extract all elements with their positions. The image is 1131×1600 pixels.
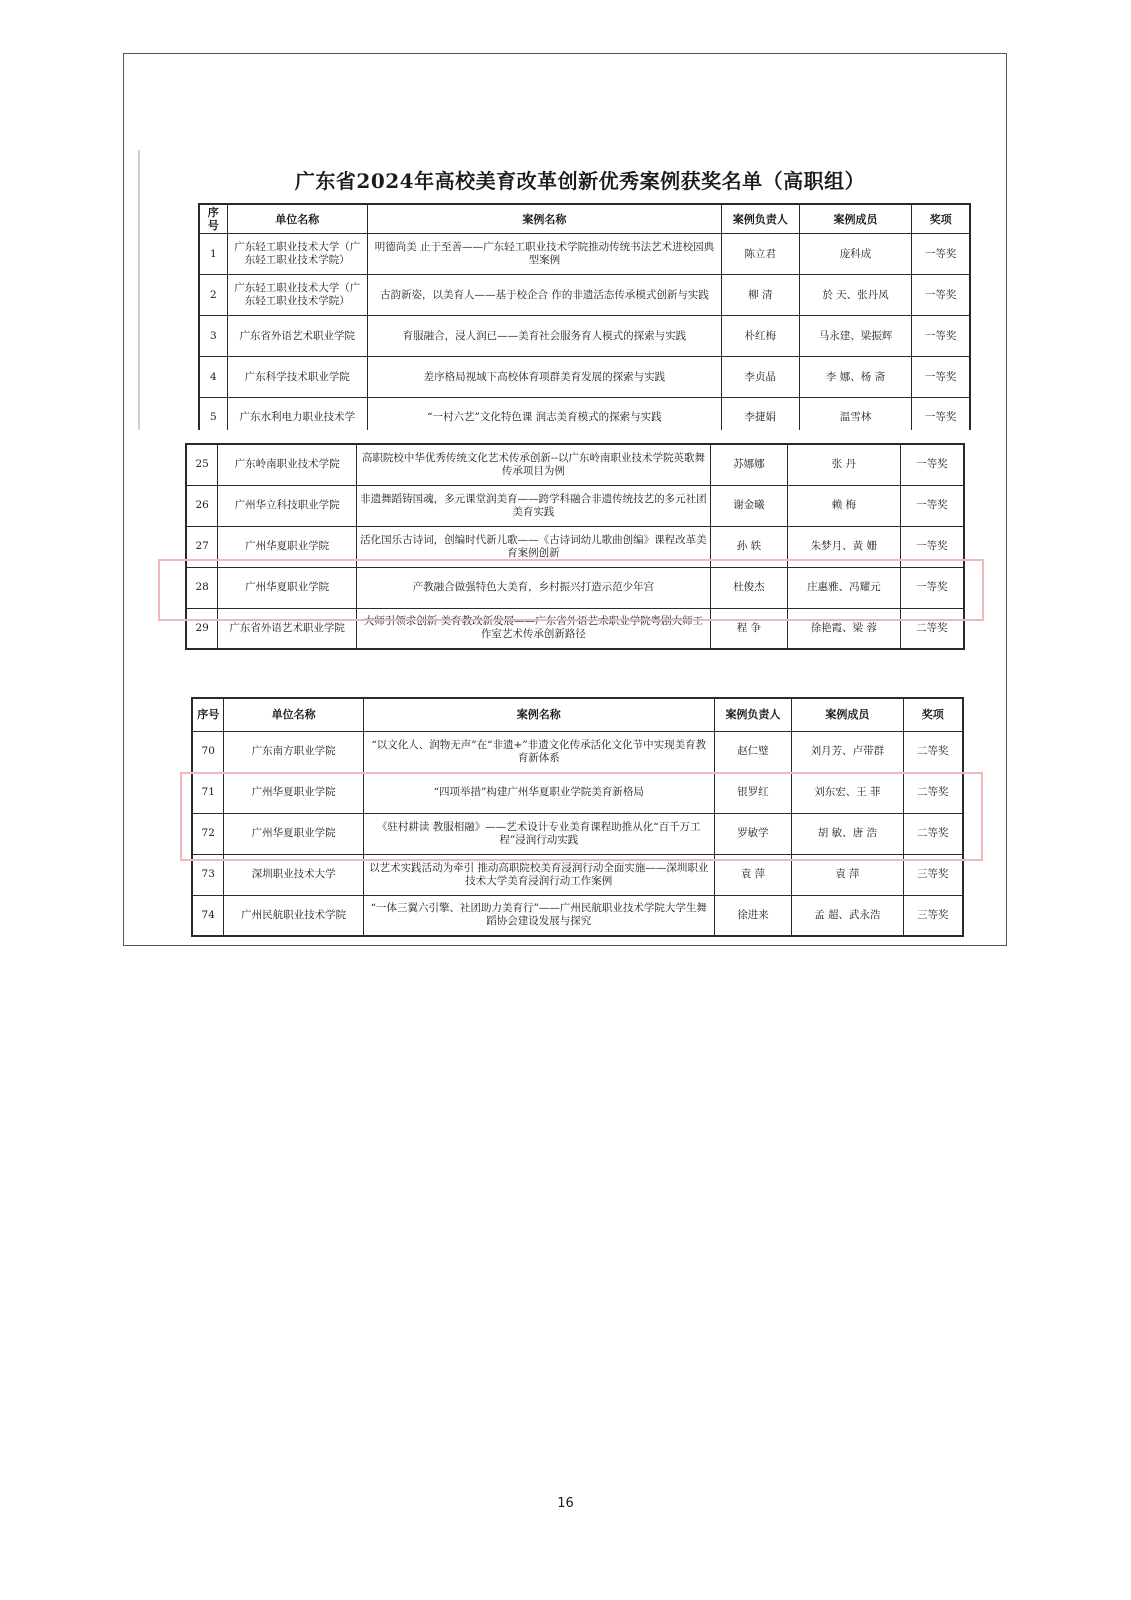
cell-award: 二等奖 <box>903 731 963 772</box>
cell-no: 2 <box>199 275 227 316</box>
cell-unit: 广州民航职业技术学院 <box>224 895 363 936</box>
cell-award: 二等奖 <box>903 772 963 813</box>
cell-case: 明德尚美 止于至善——广东轻工职业技术学院推动传统书法艺术进校园典型案例 <box>368 234 722 275</box>
cell-leader: 李贞晶 <box>721 357 799 398</box>
cell-case: 非遗舞蹈铸国魂，多元课堂润美育——跨学科融合非遗传统技艺的多元社团美育实践 <box>356 485 710 526</box>
cell-leader: 银罗红 <box>714 772 791 813</box>
cell-award: 一等奖 <box>912 275 970 316</box>
cell-members: 庄惠雅、冯耀元 <box>787 567 900 608</box>
table-row <box>199 357 970 398</box>
cell-case: 以艺术实践活动为牵引 推动高职院校美育浸润行动全面实施——深圳职业技术大学美育浸润行动工作案例 <box>363 854 714 895</box>
cell-members: 孟 超、武永浩 <box>792 895 903 936</box>
table-row <box>186 567 964 608</box>
cell-no: 28 <box>186 567 218 608</box>
cell-award: 三等奖 <box>903 854 963 895</box>
cell-unit: 广州华夏职业学院 <box>224 772 363 813</box>
table-row <box>192 813 963 854</box>
table-row <box>199 316 970 357</box>
cell-members: 刘东宏、王 菲 <box>792 772 903 813</box>
cell-members: 李 娜、杨 斋 <box>799 357 911 398</box>
header-case: 案例名称 <box>368 204 722 234</box>
header-case: 案例名称 <box>363 698 714 731</box>
awards-table-middle <box>185 443 965 650</box>
cell-no: 73 <box>192 854 224 895</box>
table-row <box>186 608 964 649</box>
header-no: 序号 <box>192 698 224 731</box>
document-title: 广东省2024年高校美育改革创新优秀案例获奖名单（高职组） <box>294 169 866 193</box>
cell-leader: 程 争 <box>710 608 787 649</box>
cell-no: 26 <box>186 485 218 526</box>
cell-leader: 谢金曦 <box>710 485 787 526</box>
cell-unit: 广东科学技术职业学院 <box>227 357 367 398</box>
cell-award: 三等奖 <box>903 895 963 936</box>
cell-members: 张 丹 <box>787 444 900 485</box>
header-unit: 单位名称 <box>227 204 367 234</box>
cell-award: 一等奖 <box>900 485 964 526</box>
table-row <box>199 398 970 431</box>
cell-no: 71 <box>192 772 224 813</box>
table-row <box>192 895 963 936</box>
cell-members: 马永建、梁振辉 <box>799 316 911 357</box>
cell-unit: 广东轻工职业技术大学（广东轻工职业技术学院） <box>227 275 367 316</box>
cell-case: “以文化人、润物无声”在“非遗+”非遗文化传承活化文化节中实现美育教育新体系 <box>363 731 714 772</box>
table-header-row <box>199 204 970 234</box>
cell-members: 朱梦月、黄 姗 <box>787 526 900 567</box>
cell-leader: 李捷娟 <box>721 398 799 431</box>
cell-unit: 广东省外语艺术职业学院 <box>218 608 357 649</box>
cell-case: 《驻村耕读 教服相融》——艺术设计专业美育课程助推从化“百千万工程”浸润行动实践 <box>363 813 714 854</box>
cell-leader: 朴红梅 <box>721 316 799 357</box>
table-row <box>199 275 970 316</box>
table-row <box>186 526 964 567</box>
cell-leader: 赵仁璧 <box>714 731 791 772</box>
header-no: 序号 <box>199 204 227 234</box>
awards-table-top <box>198 203 971 430</box>
cell-no: 5 <box>199 398 227 431</box>
cell-no: 27 <box>186 526 218 567</box>
cell-case: 活化国乐古诗词，创编时代新儿歌——《古诗词幼儿歌曲创编》课程改革美育案例创新 <box>356 526 710 567</box>
cell-no: 25 <box>186 444 218 485</box>
cell-leader: 孙 轶 <box>710 526 787 567</box>
cell-award: 二等奖 <box>900 608 964 649</box>
table-row <box>199 234 970 275</box>
cell-unit: 广州华夏职业学院 <box>218 526 357 567</box>
table-row <box>192 772 963 813</box>
cell-members: 於 天、张丹凤 <box>799 275 911 316</box>
cell-case: 高职院校中华优秀传统文化艺术传承创新--以广东岭南职业技术学院英歌舞传承项目为例 <box>356 444 710 485</box>
cell-no: 72 <box>192 813 224 854</box>
page-number: 16 <box>557 1496 574 1511</box>
cell-no: 1 <box>199 234 227 275</box>
cell-members: 刘月芳、卢带群 <box>792 731 903 772</box>
cell-unit: 广东轻工职业技术大学（广东轻工职业技术学院） <box>227 234 367 275</box>
awards-table-bottom <box>191 697 964 937</box>
table-row <box>192 854 963 895</box>
cell-leader: 徐进来 <box>714 895 791 936</box>
table-excerpt-1 <box>190 200 990 430</box>
cell-unit: 广东岭南职业技术学院 <box>218 444 357 485</box>
cell-no: 70 <box>192 731 224 772</box>
cell-no: 29 <box>186 608 218 649</box>
cell-case: “一村六艺”文化特色课 润志美育模式的探索与实践 <box>368 398 722 431</box>
table-header-row <box>192 698 963 731</box>
cell-no: 74 <box>192 895 224 936</box>
cell-members: 胡 敏、唐 浩 <box>792 813 903 854</box>
cell-no: 4 <box>199 357 227 398</box>
scan-edge-line <box>138 150 140 430</box>
cell-members: 庞科成 <box>799 234 911 275</box>
cell-leader: 袁 萍 <box>714 854 791 895</box>
cell-members: 赖 梅 <box>787 485 900 526</box>
cell-leader: 杜俊杰 <box>710 567 787 608</box>
cell-unit: 广东省外语艺术职业学院 <box>227 316 367 357</box>
cell-members: 袁 萍 <box>792 854 903 895</box>
header-members: 案例成员 <box>799 204 911 234</box>
cell-unit: 广东南方职业学院 <box>224 731 363 772</box>
cell-award: 一等奖 <box>912 357 970 398</box>
cell-leader: 苏娜娜 <box>710 444 787 485</box>
cell-leader: 罗敏学 <box>714 813 791 854</box>
cell-unit: 广东水利电力职业技术学 <box>227 398 367 431</box>
header-members: 案例成员 <box>792 698 903 731</box>
header-leader: 案例负责人 <box>714 698 791 731</box>
cell-unit: 广州华立科技职业学院 <box>218 485 357 526</box>
cell-award: 一等奖 <box>912 316 970 357</box>
cell-award: 一等奖 <box>912 234 970 275</box>
cell-award: 一等奖 <box>900 444 964 485</box>
cell-no: 3 <box>199 316 227 357</box>
cell-case: 大师引领求创新 美育教改新发展——广东省外语艺术职业学院粤剧大师工作室艺术传承创新路径 <box>356 608 710 649</box>
cell-award: 一等奖 <box>900 567 964 608</box>
cell-case: “一体三翼六引擎、社团助力美育行”——广州民航职业技术学院大学生舞蹈协会建设发展与探究 <box>363 895 714 936</box>
cell-unit: 深圳职业技术大学 <box>224 854 363 895</box>
cell-award: 二等奖 <box>903 813 963 854</box>
cell-case: 育服融合，浸人润已——美育社会服务育人模式的探索与实践 <box>368 316 722 357</box>
cell-case: 古韵新姿，以美育人——基于校企合 作的非遗活态传承模式创新与实践 <box>368 275 722 316</box>
table-row <box>186 444 964 485</box>
cell-case: “四项举措”构建广州华夏职业学院美育新格局 <box>363 772 714 813</box>
table-row <box>186 485 964 526</box>
cell-case: 差序格局视域下高校体育项群美育发展的探索与实践 <box>368 357 722 398</box>
cell-leader: 陈立君 <box>721 234 799 275</box>
header-leader: 案例负责人 <box>721 204 799 234</box>
table-row <box>192 731 963 772</box>
header-award: 奖项 <box>912 204 970 234</box>
cell-leader: 柳 清 <box>721 275 799 316</box>
cell-unit: 广州华夏职业学院 <box>218 567 357 608</box>
cell-award: 一等奖 <box>912 398 970 431</box>
header-award: 奖项 <box>903 698 963 731</box>
cell-award: 一等奖 <box>900 526 964 567</box>
cell-members: 温雪林 <box>799 398 911 431</box>
cell-members: 徐艳霞、梁 蓉 <box>787 608 900 649</box>
header-unit: 单位名称 <box>224 698 363 731</box>
cell-case: 产教融合做强特色大美育，乡村振兴打造示范少年宫 <box>356 567 710 608</box>
cell-unit: 广州华夏职业学院 <box>224 813 363 854</box>
